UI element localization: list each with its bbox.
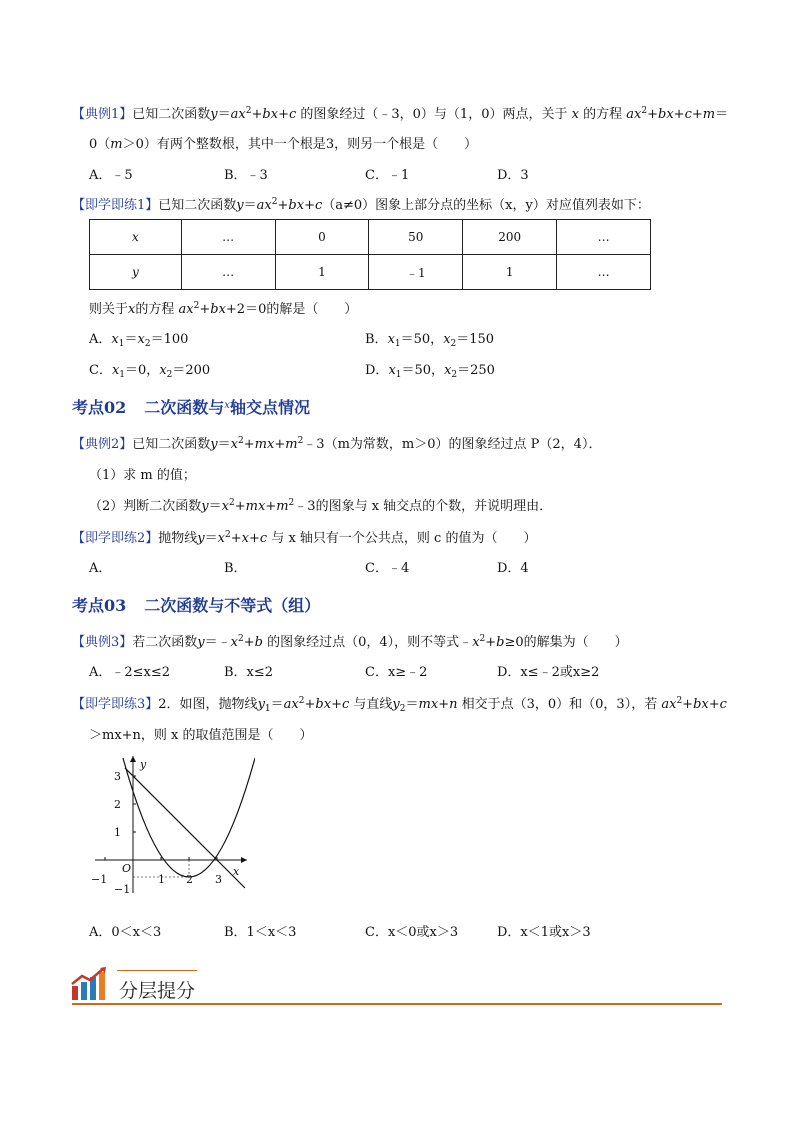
practice-1-question: 则关于x的方程 $ax^2+bx+2=0$的解是（ ）	[89, 301, 358, 317]
practice-2-option-c[interactable]: C．﹣4	[365, 561, 410, 576]
y-tick-neg1: −1	[114, 883, 131, 896]
x-tick-2: 2	[186, 873, 193, 886]
example-1-option-c[interactable]: C．﹣1	[365, 168, 410, 183]
section-rule	[72, 1003, 722, 1005]
practice-2-option-a[interactable]: A．	[89, 561, 112, 576]
y-axis-label: y	[140, 758, 147, 771]
section-heading-02: 考点02 二次函数与$^x$轴交点情况	[72, 398, 310, 417]
practice-1-option-d[interactable]: D．$x_1=50$，$x_2=250$	[365, 363, 495, 380]
line-graph	[125, 768, 245, 888]
example-2-question-1: （1）求 m 的值；	[89, 468, 196, 483]
table-row-y: y … 1 ﹣1 1 …	[90, 255, 651, 290]
example-1-line-2: 0（m＞0）有两个整数根，其中一个根是3，则另一个根是（ ）	[89, 137, 478, 152]
x-axis-label: x	[233, 865, 240, 878]
example-1-option-a[interactable]: A．﹣5	[89, 168, 133, 183]
value-table	[89, 219, 651, 290]
practice-3-line-1: 【即学即练3】2．如图，抛物线$y_1=ax^2+bx+c$ 与直线$y_2=mx+n$ 相交于点（3，0）和（0，3），若 $ax^2+bx+c$	[72, 696, 727, 714]
origin-label: O	[122, 862, 132, 875]
example-3-line: 【典例3】若二次函数$y=﹣x^2+b$ 的图象经过点（0，4），则不等式$﹣x^2+b\ge 0$的解集为（ ）	[72, 634, 628, 650]
section-rule-top	[117, 970, 197, 971]
example-3-option-b[interactable]: B．x≤2	[224, 665, 274, 680]
practice-3-option-c[interactable]: C．x＜0或x＞3	[365, 925, 459, 940]
practice-3-tag: 【即学即练3】	[72, 697, 159, 712]
example-1-option-d[interactable]: D．3	[497, 168, 529, 183]
practice-3-option-a[interactable]: A．0＜x＜3	[89, 925, 162, 940]
example-1-line-1: 【典例1】已知二次函数$y=ax^2+bx+c$ 的图象经过（﹣3，0）与（1，0）两点，关于 x 的方程 $ax^2+bx+c+m=$	[72, 106, 729, 122]
y-tick-2: 2	[114, 798, 121, 811]
practice-1-line: 【即学即练1】已知二次函数$y=ax^2+bx+c(a\ne 0)$图象上部分点的坐标（x，y）对应值列表如下：	[72, 197, 650, 213]
function-graph	[85, 748, 255, 898]
practice-2-option-b[interactable]: B．	[224, 561, 247, 576]
example-3-option-c[interactable]: C．x≥﹣2	[365, 665, 428, 680]
example-2-tag: 【典例2】	[72, 437, 133, 452]
example-1-tag: 【典例1】	[72, 107, 133, 122]
example-3-option-d[interactable]: D．x≤﹣2或x≥2	[497, 665, 600, 680]
section-heading-03: 考点03 二次函数与不等式（组）	[72, 596, 321, 615]
example-2-question-2: （2）判断二次函数$y=x^2+mx+m^2﹣3$的图象与 x 轴交点的个数，并说明理由．	[89, 498, 553, 514]
practice-3-option-d[interactable]: D．x＜1或x＞3	[497, 925, 591, 940]
x-tick-1: 1	[158, 873, 165, 886]
table-row-x: x … 0 50 200 …	[90, 220, 651, 255]
practice-1-option-a[interactable]: A．$x_1=x_2=100$	[89, 332, 189, 349]
bar-chart-icon	[70, 966, 110, 1002]
practice-3-line-2: ＞mx+n，则 x 的取值范围是（ ）	[89, 728, 313, 743]
x-tick-neg1: −1	[91, 873, 108, 886]
practice-2-tag: 【即学即练2】	[72, 531, 159, 546]
example-1-option-b[interactable]: B．﹣3	[224, 168, 268, 183]
practice-3-option-b[interactable]: B．1＜x＜3	[224, 925, 297, 940]
footer-section-title: 分层提分	[119, 980, 196, 1002]
practice-1-option-b[interactable]: B．$x_1=50$，$x_2=150$	[365, 332, 495, 349]
practice-1-tag: 【即学即练1】	[72, 198, 159, 213]
example-3-option-a[interactable]: A．﹣2≤x≤2	[89, 665, 171, 680]
y-tick-3: 3	[114, 770, 121, 783]
x-tick-3: 3	[215, 873, 222, 886]
practice-2-option-d[interactable]: D．4	[497, 561, 529, 576]
example-2-line: 【典例2】已知二次函数$y=x^2+mx+m^2﹣3(m$为常数，m＞0）的图象经过点 P（2，4）．	[72, 436, 602, 452]
practice-1-option-c[interactable]: C．$x_1=0$，$x_2=200$	[89, 363, 211, 380]
example-3-tag: 【典例3】	[72, 635, 133, 650]
y-tick-1: 1	[114, 826, 121, 839]
practice-2-line: 【即学即练2】抛物线$y=x^2+x+c$ 与 x 轴只有一个公共点，则 c 的值为（ ）	[72, 530, 537, 546]
